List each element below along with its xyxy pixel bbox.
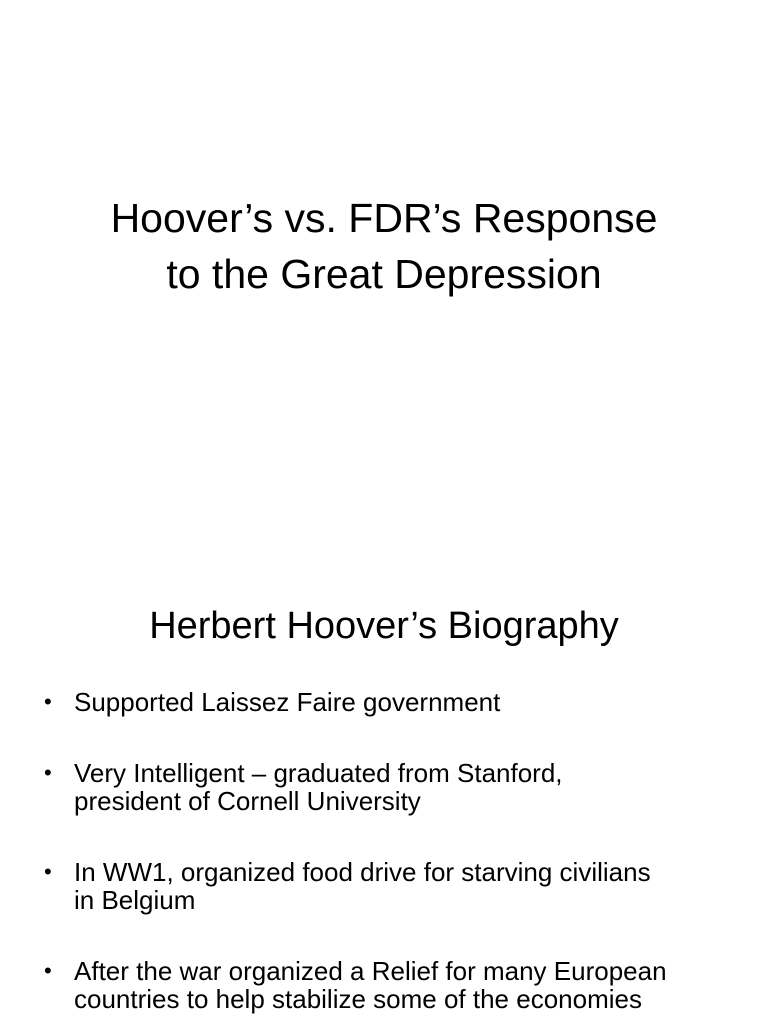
bullet-item [44, 858, 744, 914]
bullet-text-continued: president of Cornell University [74, 786, 421, 816]
bullet-dot-icon: • [44, 760, 52, 785]
bullet-dot-icon: • [44, 689, 52, 714]
presentation-title [0, 190, 768, 302]
bullet-item [44, 759, 744, 815]
bullet-item [44, 957, 744, 1013]
slide-heading: Herbert Hoover’s Biography [149, 605, 619, 647]
bullet-text-continued: countries to help stabilize some of the economies [74, 984, 642, 1014]
bullet-dot-icon: • [44, 859, 52, 884]
bullet-dot-icon: • [44, 958, 52, 983]
bullet-text: Supported Laissez Faire government [74, 687, 501, 717]
presentation-title-line-1: Hoover’s vs. FDR’s Response [110, 195, 658, 241]
bullet-text: After the war organized a Relief for many European [74, 956, 667, 986]
bullet-text: Very Intelligent – graduated from Stanford, [74, 758, 563, 788]
presentation-title-line-2: to the Great Depression [166, 251, 602, 297]
bullet-item [44, 688, 744, 716]
bullet-list [44, 688, 744, 1024]
slide-hoover-biography [0, 576, 768, 1024]
bullet-text-continued: in Belgium [74, 885, 196, 915]
bullet-text: In WW1, organized food drive for starving civilians [74, 857, 651, 887]
